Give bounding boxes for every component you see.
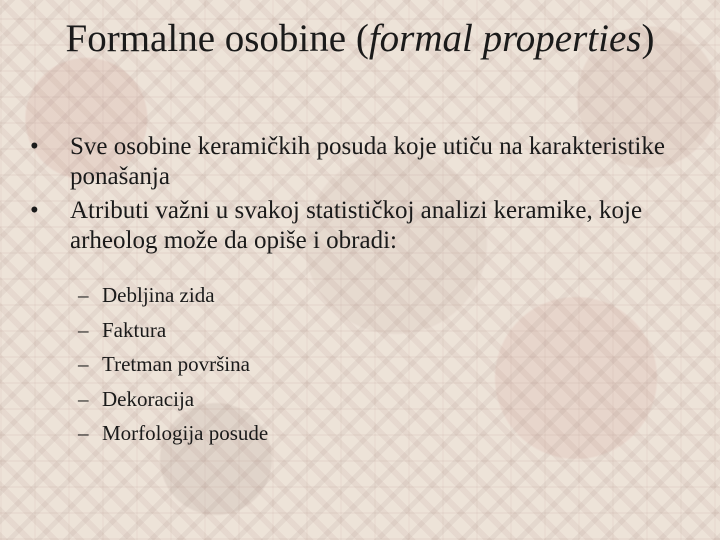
bullet-item (30, 196, 690, 451)
slide-title (60, 14, 660, 64)
title-italic-text: formal properties (368, 17, 642, 60)
sub-bullet-list (70, 278, 690, 451)
bullet-text: Sve osobine keramičkih posuda koje utiču na karakteristike ponašanja (70, 133, 665, 190)
sub-bullet-item: – Tretman površina (70, 347, 690, 382)
sub-bullet-item: – Faktura (70, 313, 690, 348)
title-closing-paren: ) (641, 17, 655, 60)
sub-bullet-item: – Morfologija posude (70, 416, 690, 451)
sub-bullet-item: – Debljina zida (70, 278, 690, 313)
bullet-item (30, 132, 690, 192)
bullet-list (30, 132, 690, 455)
sub-bullet-item: – Dekoracija (70, 382, 690, 417)
title-main-text: Formalne osobine ( (65, 17, 369, 60)
bullet-text: Atributi važni u svakoj statističkoj analizi keramike, koje arheolog može da opiše i obradi: (70, 197, 643, 254)
